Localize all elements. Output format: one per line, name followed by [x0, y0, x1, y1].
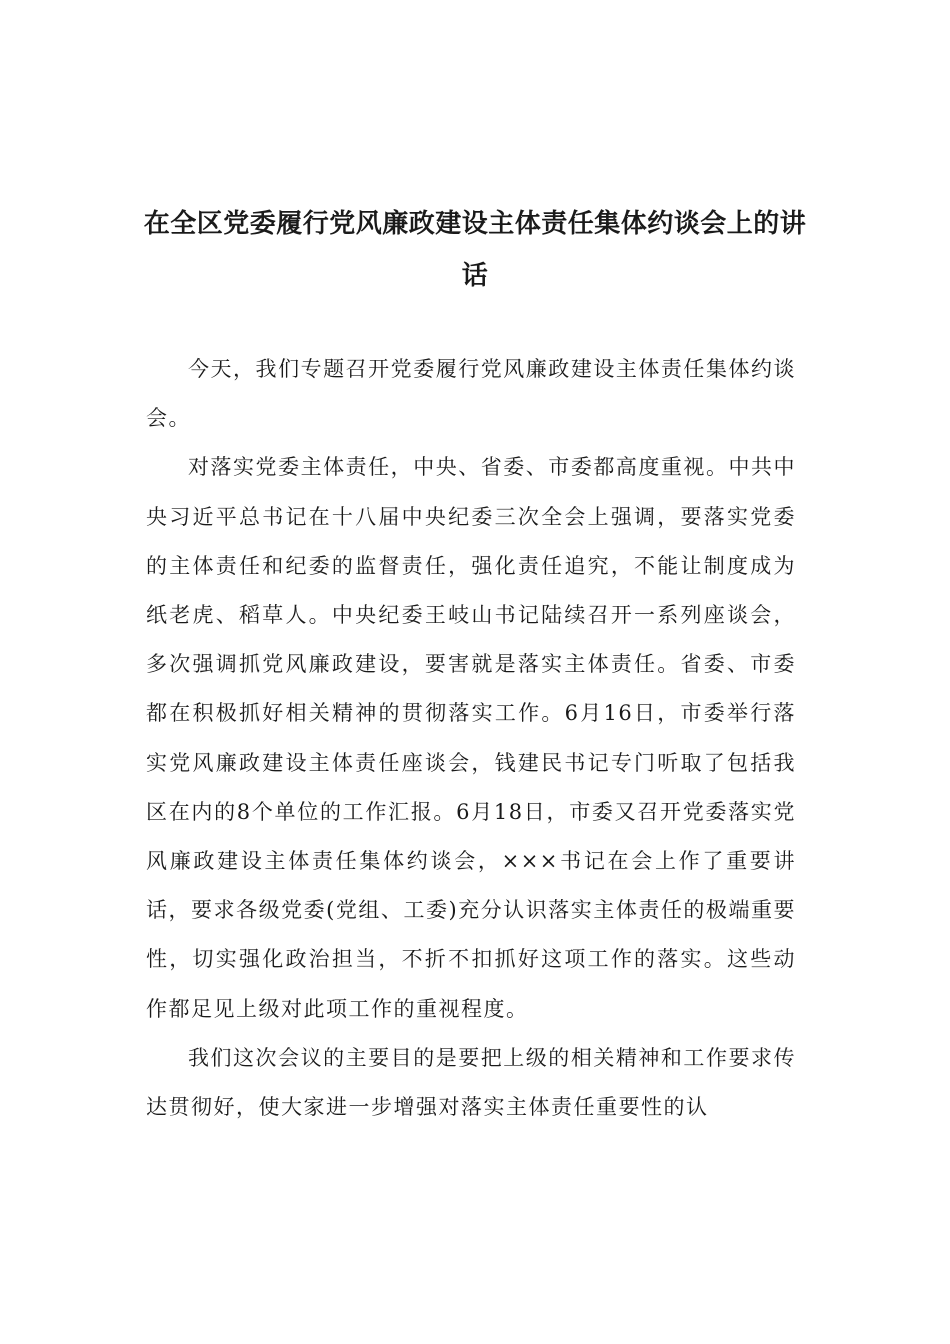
paragraph-opening: 今天，我们专题召开党委履行党风廉政建设主体责任集体约谈会。 — [146, 357, 796, 431]
paragraph-purpose: 我们这次会议的主要目的是要把上级的相关精神和工作要求传达贯彻好，使大家进一步增强对落实主体责任重要性的认 — [146, 1045, 796, 1120]
paragraph-background: 对落实党委主体责任，中央、省委、市委都高度重视。中共中央习近平总书记在十八届中央纪委三次全会上强调，要落实党委的主体责任和纪委的监督责任，强化责任追究，不能让制度成为纸老虎、稻草人。中央纪委王岐山书记陆续召开一系列座谈会，多次强调抓党风廉政建设，要害就是落实主体责任。省委、市委都在积极抓好相关精神的贯彻落实工作。6月16日，市委举行落实党风廉政建设主体责任座谈会，钱建民书记专门听取了包括我区在内的8个单位的工作汇报。6月18日，市委又召开党委落实党风廉政建设主体责任集体约谈会，×××书记在会上作了重要讲话，要求各级党委(党组、工委)充分认识落实主体责任的极端重要性，切实强化政治担当，不折不扣抓好这项工作的落实。这些动作都足见上级对此项工作的重视程度。 — [146, 455, 796, 1021]
document-title: 在全区党委履行党风廉政建设主体责任集体约谈会上的讲话 — [143, 209, 807, 291]
document-body — [146, 345, 796, 1132]
